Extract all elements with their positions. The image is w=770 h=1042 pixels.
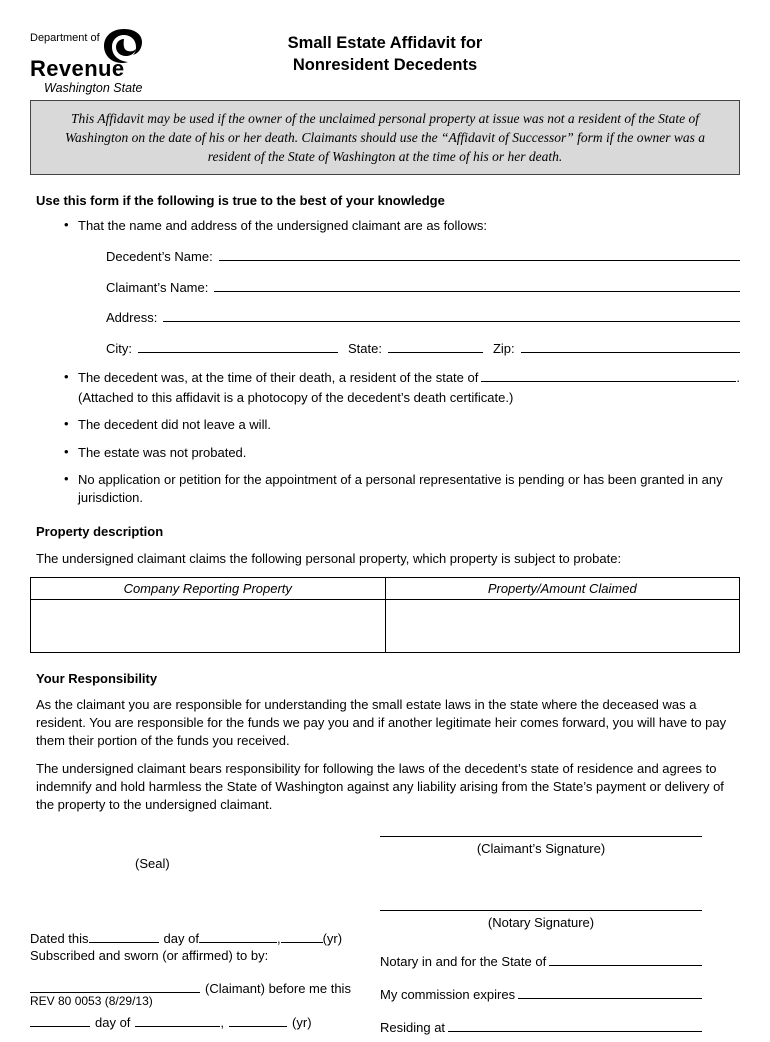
no-application-text: No application or petition for the appointment of a personal representative is pending or has been granted in any jurisdiction. <box>78 472 723 505</box>
day-of-label-2: day of <box>95 1015 131 1031</box>
form-header <box>30 24 740 95</box>
company-cell-empty[interactable] <box>31 600 386 653</box>
claimant-signature-line[interactable] <box>380 836 702 837</box>
signature-section <box>30 828 740 1042</box>
subscribed-text: Subscribed and sworn (or affirmed) to by: <box>30 948 269 964</box>
notary-state-input-line[interactable] <box>549 955 702 966</box>
comma-text: , <box>276 931 281 947</box>
notary-signature-label: (Notary Signature) <box>487 915 595 931</box>
responsibility-section-heading: Your Responsibility <box>36 671 158 687</box>
seal-label: (Seal) <box>135 856 170 872</box>
bullet-marker-icon: • <box>64 217 69 233</box>
list-item <box>64 416 740 434</box>
residing-input-line[interactable] <box>448 1021 702 1032</box>
notary-year-input-line[interactable] <box>229 1016 287 1027</box>
dated-this-label: Dated this <box>30 931 89 947</box>
form-title <box>30 32 740 77</box>
resident-state-text: The decedent was, at the time of their death, a resident of the state of <box>78 370 479 386</box>
dated-year-input-line[interactable] <box>281 932 323 943</box>
comma-text-2: , <box>220 1015 225 1031</box>
table-header-row <box>31 578 740 600</box>
city-input-line[interactable] <box>138 342 338 353</box>
logo-state-text: Washington State <box>44 81 143 95</box>
notary-month-input-line[interactable] <box>135 1016 220 1027</box>
logo-agency-text: Revenue <box>30 56 125 81</box>
commission-row <box>380 987 702 1002</box>
knowledge-list <box>30 217 740 506</box>
decedent-name-label: Decedent’s Name: <box>106 249 213 265</box>
property-section-heading: Property description <box>36 524 164 540</box>
responsibility-para1: As the claimant you are responsible for understanding the small estate laws in the state where the deceased was a resident. You are responsible for the funds we pay you and if another legitimate heir comes forward, you will have to pay them their portion of the funds you received. <box>36 697 727 749</box>
zip-input-line[interactable] <box>521 342 740 353</box>
form-number: REV 80 0053 (8/29/13) <box>30 994 153 1008</box>
state-input-line[interactable] <box>388 342 483 353</box>
yr-label-2: (yr) <box>292 1015 312 1031</box>
state-label: State: <box>348 340 382 356</box>
death-certificate-note: (Attached to this affidavit is a photocopy of the decedent’s death certificate.) <box>78 389 514 405</box>
notary-state-label: Notary in and for the State of <box>380 954 547 970</box>
dated-month-input-line[interactable] <box>199 932 277 943</box>
table-column-header-amount: Property/Amount Claimed <box>385 578 740 600</box>
city-label: City: <box>106 340 132 356</box>
not-probated-text: The estate was not probated. <box>78 444 247 460</box>
bullet-marker-icon: • <box>64 416 69 432</box>
knowledge-section-heading: Use this form if the following is true to the best of your knowledge <box>36 193 445 209</box>
address-input-line[interactable] <box>163 311 740 322</box>
list-item <box>64 217 740 359</box>
residing-label: Residing at <box>380 1020 446 1036</box>
list-item <box>64 444 740 462</box>
table-row <box>31 600 740 653</box>
property-table <box>30 577 740 653</box>
claimant-name-label: Claimant’s Name: <box>106 279 209 295</box>
claimant-name-row <box>106 279 740 297</box>
yr-label: (yr) <box>322 931 343 947</box>
notary-day-input-line[interactable] <box>30 1016 90 1027</box>
amount-cell-empty[interactable] <box>385 600 740 653</box>
dated-day-input-line[interactable] <box>89 932 159 943</box>
bullet-marker-icon: • <box>64 471 69 487</box>
table-column-header-company: Company Reporting Property <box>31 578 386 600</box>
decedent-name-input-line[interactable] <box>219 250 740 261</box>
dated-row <box>30 931 342 946</box>
responsibility-para2: The undersigned claimant bears responsibility for following the laws of the decedent’s state of residence and agrees to indemnify and hold harmless the State of Washington against any liability arising from the State’s payment or delivery of the property to the undersigned claimant. <box>36 761 724 813</box>
usage-notice-text: This Affidavit may be used if the owner of the unclaimed personal property at issue was not a resident of the State of Washington on the date of his or her death. Claimants should use the “Affidavit of Successor” form if the owner was a resident of the State of Washington at the time of his or her death. <box>65 111 705 165</box>
resident-state-input-line[interactable] <box>481 371 736 382</box>
claimant-info-fields <box>106 248 740 357</box>
commission-label: My commission expires <box>380 987 516 1003</box>
bullet-marker-icon: • <box>64 443 69 459</box>
commission-input-line[interactable] <box>518 988 702 999</box>
address-label: Address: <box>106 310 158 326</box>
claimant-before-label: (Claimant) before me this <box>205 981 351 997</box>
claimant-signature-label: (Claimant’s Signature) <box>476 841 606 857</box>
logo-dept-text: Department of <box>30 32 100 44</box>
bullet-marker-icon: • <box>64 369 69 385</box>
form-title-line2: Nonresident Decedents <box>292 56 478 75</box>
property-intro: The undersigned claimant claims the following personal property, which property is subject to probate: <box>36 551 622 567</box>
notary-date-row <box>30 1015 312 1030</box>
claimant-name-input-line[interactable] <box>214 281 740 292</box>
claimant-info-text: That the name and address of the undersigned claimant are as follows: <box>78 218 488 234</box>
decedent-name-row <box>106 248 740 266</box>
city-state-zip-row <box>106 340 740 358</box>
notary-state-row <box>380 954 702 969</box>
no-will-text: The decedent did not leave a will. <box>78 417 271 433</box>
day-of-label: day of <box>163 931 199 947</box>
zip-label: Zip: <box>492 340 515 356</box>
usage-notice-box <box>30 100 740 175</box>
form-title-line1: Small Estate Affidavit for <box>287 34 483 52</box>
address-row <box>106 309 740 327</box>
claimant-name-sworn-input-line[interactable] <box>30 982 200 993</box>
notary-signature-line[interactable] <box>380 910 702 911</box>
list-item <box>64 471 740 506</box>
resident-state-period: . <box>736 370 740 386</box>
list-item <box>64 369 740 406</box>
residing-row <box>380 1020 702 1035</box>
